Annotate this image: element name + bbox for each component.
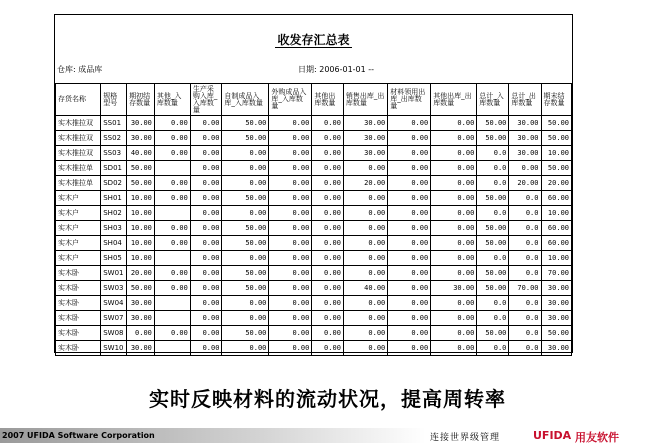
quantity-cell: 0.00	[431, 236, 477, 251]
report-title-text: 收发存汇总表	[277, 33, 350, 47]
quantity-cell: 0.00	[269, 326, 312, 341]
table-row	[56, 251, 572, 266]
quantity-cell: 10.00	[127, 206, 155, 221]
quantity-cell: 0.00	[222, 146, 269, 161]
table-row	[56, 326, 572, 341]
quantity-cell: 60.00	[541, 236, 572, 251]
quantity-cell: 0.0	[509, 206, 541, 221]
quantity-cell: 0.00	[312, 326, 344, 341]
quantity-cell: 0.00	[388, 326, 431, 341]
quantity-cell: 70.00	[541, 266, 572, 281]
quantity-cell: 0.00	[388, 176, 431, 191]
quantity-cell: 0.00	[269, 296, 312, 311]
quantity-cell: 0.00	[312, 191, 344, 206]
quantity-cell: 30.00	[127, 131, 155, 146]
quantity-cell: 0.00	[431, 311, 477, 326]
item-name-cell: 实木卧	[56, 281, 101, 296]
column-header: 自制成品入库_入库数量	[222, 84, 269, 116]
quantity-cell: 0.00	[388, 146, 431, 161]
column-header: 其他出库_出库数量	[431, 84, 477, 116]
item-code-cell: SH05	[101, 251, 127, 266]
quantity-cell: 0.00	[343, 206, 387, 221]
quantity-cell: 0.00	[388, 221, 431, 236]
quantity-cell: 0.00	[509, 161, 541, 176]
quantity-cell: 50.00	[222, 221, 269, 236]
quantity-cell: 70.00	[509, 281, 541, 296]
footer-slogan: 连接世界级管理	[430, 433, 501, 443]
quantity-cell: 0.00	[388, 191, 431, 206]
quantity-cell: 30.00	[509, 131, 541, 146]
quantity-cell: 30.00	[127, 296, 155, 311]
quantity-cell: 0.00	[190, 206, 222, 221]
quantity-cell: 0.00	[431, 116, 477, 131]
column-header: 外购成品入库_入库数量	[269, 84, 312, 116]
quantity-cell: 0.00	[269, 281, 312, 296]
quantity-cell: 0.00	[388, 251, 431, 266]
quantity-cell: 0.00	[312, 176, 344, 191]
column-header: 材料领用出库_出库数量	[388, 84, 431, 116]
item-name-cell: 实木卧	[56, 296, 101, 311]
quantity-cell: 0.00	[343, 311, 387, 326]
quantity-cell: 0.00	[222, 176, 269, 191]
quantity-cell: 0.00	[343, 266, 387, 281]
quantity-cell: 0.00	[312, 131, 344, 146]
quantity-cell: 0.00	[388, 161, 431, 176]
quantity-cell: 0.0	[477, 146, 509, 161]
quantity-cell: 0.00	[190, 311, 222, 326]
quantity-cell: 0.00	[312, 206, 344, 221]
quantity-cell: 0.00	[154, 221, 190, 236]
column-header: 生产采购入库_入库数量	[190, 84, 222, 116]
quantity-cell: 0.00	[269, 176, 312, 191]
item-name-cell: 实木推拉双	[56, 146, 101, 161]
item-name-cell: 实木推拉双	[56, 116, 101, 131]
quantity-cell: 0.00	[388, 236, 431, 251]
quantity-cell: 0.0	[477, 161, 509, 176]
quantity-cell: 0.00	[343, 236, 387, 251]
item-code-cell: SS02	[101, 131, 127, 146]
quantity-cell: 50.00	[541, 326, 572, 341]
quantity-cell: 0.00	[431, 146, 477, 161]
quantity-cell: 30.00	[541, 281, 572, 296]
quantity-cell: 0.00	[431, 221, 477, 236]
item-code-cell: SD01	[101, 161, 127, 176]
quantity-cell: 50.00	[222, 131, 269, 146]
quantity-cell: 30.00	[509, 116, 541, 131]
quantity-cell: 0.00	[312, 116, 344, 131]
quantity-cell: 0.00	[269, 341, 312, 356]
quantity-cell: 10.00	[541, 146, 572, 161]
quantity-cell: 50.00	[222, 116, 269, 131]
quantity-cell: 0.00	[343, 161, 387, 176]
quantity-cell: 30.00	[541, 296, 572, 311]
item-code-cell: SS01	[101, 116, 127, 131]
quantity-cell: 0.00	[222, 206, 269, 221]
quantity-cell: 50.00	[222, 326, 269, 341]
quantity-cell: 0.00	[388, 266, 431, 281]
quantity-cell: 30.00	[343, 146, 387, 161]
quantity-cell: 0.00	[190, 341, 222, 356]
quantity-cell: 0.00	[222, 251, 269, 266]
quantity-cell: 0.00	[190, 146, 222, 161]
quantity-cell: 0.00	[190, 116, 222, 131]
table-row	[56, 176, 572, 191]
quantity-cell: 50.00	[127, 281, 155, 296]
quantity-cell: 0.00	[269, 311, 312, 326]
quantity-cell: 50.00	[477, 266, 509, 281]
quantity-cell: 0.00	[154, 146, 190, 161]
item-code-cell: SW04	[101, 296, 127, 311]
quantity-cell: 60.00	[541, 191, 572, 206]
table-row	[56, 296, 572, 311]
quantity-cell: 30.00	[509, 146, 541, 161]
quantity-cell: 50.00	[222, 191, 269, 206]
quantity-cell: 0.00	[312, 236, 344, 251]
quantity-cell: 30.00	[343, 116, 387, 131]
quantity-cell: 50.00	[477, 326, 509, 341]
quantity-cell: 60.00	[541, 221, 572, 236]
quantity-cell: 0.00	[154, 176, 190, 191]
quantity-cell: 0.00	[388, 116, 431, 131]
quantity-cell: 0.00	[343, 251, 387, 266]
quantity-cell: 0.00	[431, 296, 477, 311]
quantity-cell: 0.0	[477, 296, 509, 311]
column-header: 规格型号	[101, 84, 127, 116]
table-row	[56, 131, 572, 146]
quantity-cell: 0.00	[312, 161, 344, 176]
quantity-cell: 20.00	[509, 176, 541, 191]
quantity-cell: 40.00	[343, 281, 387, 296]
quantity-cell: 0.0	[509, 251, 541, 266]
quantity-cell: 0.00	[190, 281, 222, 296]
column-header: 总计_入库数量	[477, 84, 509, 116]
quantity-cell: 0.00	[312, 296, 344, 311]
summary-table	[55, 83, 572, 356]
quantity-cell: 0.00	[431, 191, 477, 206]
quantity-cell: 20.00	[343, 176, 387, 191]
item-name-cell: 实木卧	[56, 266, 101, 281]
quantity-cell: 50.00	[127, 161, 155, 176]
quantity-cell: 0.00	[269, 251, 312, 266]
quantity-cell: 0.0	[509, 326, 541, 341]
quantity-cell: 0.00	[431, 131, 477, 146]
quantity-cell: 0.00	[431, 206, 477, 221]
quantity-cell: 0.00	[388, 206, 431, 221]
quantity-cell: 0.00	[269, 116, 312, 131]
quantity-cell: 20.00	[127, 266, 155, 281]
quantity-cell: 0.00	[343, 296, 387, 311]
quantity-cell: 0.0	[509, 221, 541, 236]
quantity-cell: 0.00	[190, 131, 222, 146]
item-code-cell: SW01	[101, 266, 127, 281]
table-row	[56, 281, 572, 296]
table-row	[56, 146, 572, 161]
quantity-cell: 50.00	[222, 281, 269, 296]
table-row	[56, 206, 572, 221]
quantity-cell: 0.00	[312, 266, 344, 281]
quantity-cell: 10.00	[127, 191, 155, 206]
quantity-cell: 0.00	[388, 296, 431, 311]
report-panel	[54, 14, 573, 353]
quantity-cell: 0.00	[312, 341, 344, 356]
quantity-cell: 0.00	[312, 221, 344, 236]
quantity-cell: 0.00	[269, 131, 312, 146]
quantity-cell: 50.00	[477, 131, 509, 146]
quantity-cell: 0.0	[509, 266, 541, 281]
quantity-cell: 0.00	[269, 161, 312, 176]
quantity-cell: 50.00	[477, 221, 509, 236]
quantity-cell: 0.00	[190, 296, 222, 311]
table-row	[56, 191, 572, 206]
quantity-cell: 0.00	[154, 266, 190, 281]
item-name-cell: 实木卧	[56, 341, 101, 356]
quantity-cell: 30.00	[343, 131, 387, 146]
table-row	[56, 221, 572, 236]
quantity-cell: 0.00	[154, 281, 190, 296]
quantity-cell: 50.00	[127, 176, 155, 191]
quantity-cell: 0.00	[269, 206, 312, 221]
warehouse-label: 仓库: 成品库	[57, 65, 103, 74]
brand-logo: UFIDA	[533, 429, 572, 442]
quantity-cell: 20.00	[541, 176, 572, 191]
quantity-cell: 0.00	[343, 341, 387, 356]
quantity-cell	[154, 251, 190, 266]
quantity-cell: 0.0	[477, 341, 509, 356]
quantity-cell: 0.0	[477, 176, 509, 191]
item-code-cell: SW07	[101, 311, 127, 326]
quantity-cell: 0.0	[509, 191, 541, 206]
item-name-cell: 实木户	[56, 251, 101, 266]
quantity-cell: 0.0	[477, 206, 509, 221]
quantity-cell: 30.00	[541, 341, 572, 356]
item-code-cell: SH03	[101, 221, 127, 236]
table-row	[56, 236, 572, 251]
column-header: 存货名称	[56, 84, 101, 116]
quantity-cell: 50.00	[541, 131, 572, 146]
quantity-cell: 40.00	[127, 146, 155, 161]
quantity-cell: 30.00	[127, 116, 155, 131]
quantity-cell	[154, 161, 190, 176]
quantity-cell: 0.00	[190, 251, 222, 266]
quantity-cell: 0.0	[477, 311, 509, 326]
item-name-cell: 实木推拉单	[56, 176, 101, 191]
item-code-cell: SH04	[101, 236, 127, 251]
quantity-cell: 0.00	[343, 191, 387, 206]
quantity-cell: 0.00	[388, 281, 431, 296]
quantity-cell: 0.00	[154, 191, 190, 206]
item-code-cell: SW08	[101, 326, 127, 341]
quantity-cell: 0.00	[154, 326, 190, 341]
item-code-cell: SW10	[101, 341, 127, 356]
quantity-cell: 0.00	[127, 326, 155, 341]
item-name-cell: 实木户	[56, 191, 101, 206]
quantity-cell: 0.00	[269, 191, 312, 206]
quantity-cell: 0.00	[312, 146, 344, 161]
column-header: 其他_入库数量	[154, 84, 190, 116]
quantity-cell: 0.00	[388, 341, 431, 356]
quantity-cell	[154, 296, 190, 311]
column-header: 其他出库数量	[312, 84, 344, 116]
quantity-cell	[154, 311, 190, 326]
quantity-cell: 0.00	[222, 296, 269, 311]
quantity-cell: 0.0	[509, 296, 541, 311]
quantity-cell: 30.00	[431, 281, 477, 296]
quantity-cell: 50.00	[477, 281, 509, 296]
slide-footer	[0, 428, 655, 443]
quantity-cell	[154, 341, 190, 356]
quantity-cell: 10.00	[541, 251, 572, 266]
quantity-cell: 0.00	[431, 326, 477, 341]
quantity-cell: 0.0	[509, 311, 541, 326]
quantity-cell: 0.00	[343, 326, 387, 341]
table-row	[56, 116, 572, 131]
quantity-cell	[154, 206, 190, 221]
quantity-cell: 0.00	[388, 131, 431, 146]
quantity-cell: 0.00	[154, 236, 190, 251]
quantity-cell: 0.00	[431, 176, 477, 191]
quantity-cell: 10.00	[541, 206, 572, 221]
quantity-cell: 0.00	[343, 221, 387, 236]
report-title	[55, 31, 572, 48]
item-name-cell: 实木推拉单	[56, 161, 101, 176]
item-name-cell: 实木户	[56, 236, 101, 251]
column-header: 销售出库_出库数量	[343, 84, 387, 116]
quantity-cell: 0.00	[312, 281, 344, 296]
quantity-cell: 0.00	[190, 221, 222, 236]
table-row	[56, 161, 572, 176]
quantity-cell: 10.00	[127, 221, 155, 236]
quantity-cell: 0.00	[431, 161, 477, 176]
quantity-cell: 0.00	[190, 236, 222, 251]
quantity-cell: 0.00	[190, 176, 222, 191]
quantity-cell: 0.0	[509, 341, 541, 356]
quantity-cell: 30.00	[127, 341, 155, 356]
quantity-cell: 0.00	[269, 236, 312, 251]
quantity-cell: 50.00	[222, 266, 269, 281]
quantity-cell: 0.00	[190, 266, 222, 281]
quantity-cell: 50.00	[541, 161, 572, 176]
quantity-cell: 50.00	[477, 191, 509, 206]
quantity-cell: 10.00	[127, 236, 155, 251]
column-header: 期末结存数量	[541, 84, 572, 116]
column-header: 总计_出库数量	[509, 84, 541, 116]
item-code-cell: SW03	[101, 281, 127, 296]
item-name-cell: 实木户	[56, 206, 101, 221]
quantity-cell: 50.00	[477, 116, 509, 131]
table-row	[56, 341, 572, 356]
quantity-cell: 50.00	[541, 116, 572, 131]
quantity-cell: 0.00	[190, 191, 222, 206]
quantity-cell: 0.00	[190, 326, 222, 341]
item-code-cell: SH01	[101, 191, 127, 206]
item-name-cell: 实木卧	[56, 326, 101, 341]
quantity-cell: 0.00	[269, 221, 312, 236]
quantity-cell: 50.00	[222, 236, 269, 251]
quantity-cell: 0.00	[312, 251, 344, 266]
quantity-cell: 0.00	[431, 251, 477, 266]
brand-logo-cn: 用友软件	[575, 431, 619, 444]
quantity-cell: 0.00	[222, 341, 269, 356]
slide-caption: 实时反映材料的流动状况，提高周转率	[149, 387, 506, 411]
quantity-cell: 10.00	[127, 251, 155, 266]
quantity-cell: 0.00	[269, 146, 312, 161]
item-code-cell: SS03	[101, 146, 127, 161]
quantity-cell: 0.0	[477, 251, 509, 266]
quantity-cell: 30.00	[541, 311, 572, 326]
item-code-cell: SH02	[101, 206, 127, 221]
quantity-cell: 30.00	[127, 311, 155, 326]
quantity-cell: 0.00	[431, 341, 477, 356]
quantity-cell: 0.00	[154, 131, 190, 146]
item-name-cell: 实木卧	[56, 311, 101, 326]
table-row	[56, 266, 572, 281]
item-name-cell: 实木推拉双	[56, 131, 101, 146]
quantity-cell: 50.00	[477, 236, 509, 251]
table-row	[56, 311, 572, 326]
quantity-cell: 0.00	[190, 161, 222, 176]
quantity-cell: 0.0	[509, 236, 541, 251]
column-header: 期初结存数量	[127, 84, 155, 116]
table-header-row	[56, 84, 572, 116]
footer-copyright: 2007 UFIDA Software Corporation	[2, 431, 155, 440]
date-label: 日期: 2006-01-01 --	[298, 65, 375, 74]
quantity-cell: 0.00	[388, 311, 431, 326]
quantity-cell: 0.00	[312, 311, 344, 326]
quantity-cell: 0.00	[431, 266, 477, 281]
quantity-cell: 0.00	[222, 311, 269, 326]
item-code-cell: SD02	[101, 176, 127, 191]
quantity-cell: 0.00	[222, 161, 269, 176]
quantity-cell: 0.00	[154, 116, 190, 131]
quantity-cell: 0.00	[269, 266, 312, 281]
item-name-cell: 实木户	[56, 221, 101, 236]
